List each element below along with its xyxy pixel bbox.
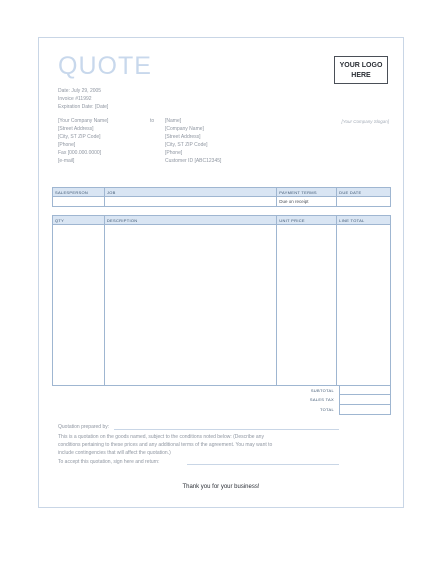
to-label: to <box>150 118 155 124</box>
from-email: [e-mail] <box>58 158 75 164</box>
terms-line-1: This is a quotation on the goods named, subject to the conditions noted below: (Describe any <box>58 434 264 440</box>
customer-id: Customer ID [ABC12345] <box>165 158 222 164</box>
logo-text: YOUR LOGO HERE <box>339 62 383 79</box>
table-row <box>53 197 391 207</box>
items-table <box>52 215 391 386</box>
terms-line-3: include contingencies that will affect the quotation.) <box>58 450 171 456</box>
terms-paragraph <box>58 433 358 457</box>
to-address <box>165 117 221 165</box>
invoice-number: Invoice #11992 <box>58 96 92 102</box>
thank-you-message: Thank you for your business! <box>182 484 260 490</box>
cell-salesperson[interactable] <box>53 197 105 207</box>
totals-box <box>309 385 391 415</box>
quote-date: Date: July 29, 2005 <box>58 88 102 94</box>
header-description: DESCRIPTION <box>104 216 276 225</box>
from-phone: [Phone] <box>58 142 76 148</box>
header-job: JOB <box>104 188 276 197</box>
cell-line-total[interactable] <box>337 225 391 386</box>
from-company: [Your Company Name] <box>58 118 109 124</box>
cell-description[interactable] <box>104 225 276 386</box>
subtotal-label: SUBTOTAL <box>310 388 334 393</box>
header-salesperson: SALESPERSON <box>53 188 105 197</box>
from-city: [City, ST ZIP Code] <box>58 134 101 140</box>
sales-tax-label: SALES TAX <box>309 397 334 402</box>
quote-document <box>38 37 404 508</box>
expiration-date: Expiration Date: [Date] <box>58 104 109 110</box>
from-street: [Street Address] <box>58 126 94 132</box>
company-slogan: [Your Company Slogan] <box>341 119 389 124</box>
accept-instruction: To accept this quotation, sign here and return: <box>58 459 160 465</box>
page-title: QUOTE <box>58 52 152 80</box>
cell-due-date[interactable] <box>337 197 391 207</box>
header-due-date: DUE DATE <box>337 188 391 197</box>
to-street: [Street Address] <box>165 134 201 140</box>
subtotal-cell[interactable] <box>310 385 391 395</box>
quote-dates <box>58 87 108 111</box>
company-logo-placeholder <box>334 56 388 84</box>
job-table <box>52 187 391 207</box>
header-payment-terms: PAYMENT TERMS <box>277 188 337 197</box>
to-company: [Company Name] <box>165 126 204 132</box>
header-unit-price: UNIT PRICE <box>277 216 337 225</box>
sales-tax-cell[interactable] <box>309 395 391 405</box>
header-qty: QTY <box>53 216 105 225</box>
cell-qty[interactable] <box>53 225 105 386</box>
total-cell[interactable] <box>319 405 391 415</box>
cell-unit-price[interactable] <box>277 225 337 386</box>
to-name: [Name] <box>165 118 182 124</box>
cell-payment-terms[interactable]: Due on receipt <box>277 197 337 207</box>
prepared-by: Quotation prepared by: <box>58 424 110 430</box>
from-fax: Fax [000.000.0000] <box>58 150 102 156</box>
prepared-by-signature-line[interactable] <box>114 429 339 430</box>
to-phone: [Phone] <box>165 150 183 156</box>
total-label: TOTAL <box>319 407 334 412</box>
table-row <box>53 225 391 386</box>
cell-job[interactable] <box>104 197 276 207</box>
header-line-total: LINE TOTAL <box>337 216 391 225</box>
from-address <box>58 117 108 165</box>
to-city: [City, ST ZIP Code] <box>165 142 208 148</box>
terms-line-2: conditions pertaining to these prices and any additional terms of the agreement. You may want to <box>58 442 273 448</box>
accept-signature-line[interactable] <box>187 464 339 465</box>
